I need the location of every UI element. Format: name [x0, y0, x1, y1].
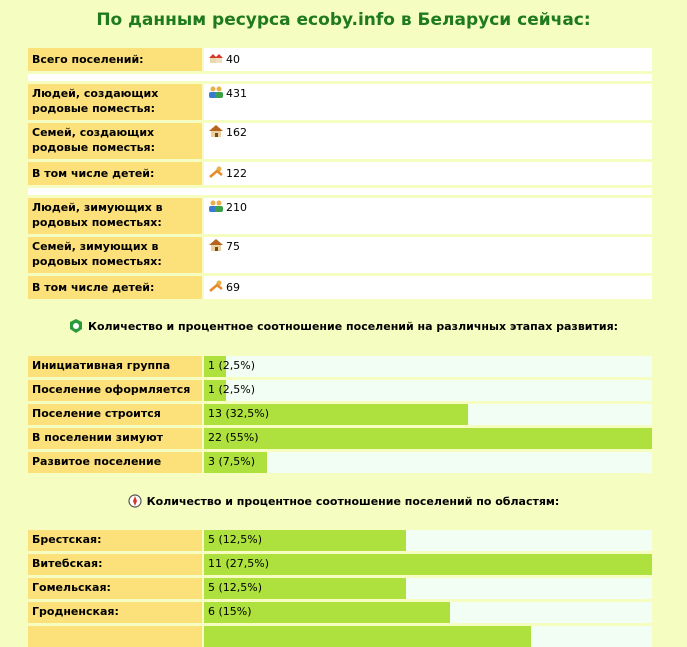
- stat-label: В том числе детей:: [28, 276, 202, 299]
- region-label: [28, 626, 202, 647]
- house-icon: [208, 125, 224, 137]
- compass-icon: [128, 494, 142, 508]
- stage-bar-value: 1 (2,5%): [208, 359, 256, 372]
- region-bar-value: 11 (27,5%): [208, 557, 270, 570]
- stage-bar-fill: [204, 428, 652, 449]
- stat-label: Всего поселений:: [28, 48, 202, 71]
- stage-bar-value: 3 (7,5%): [208, 455, 256, 468]
- people-icon: [208, 86, 224, 98]
- stage-label: Поселение оформляется: [28, 380, 202, 401]
- region-bar-value: 5 (12,5%): [208, 581, 263, 594]
- stage-bar-cell: [204, 356, 652, 377]
- people-icon: [208, 200, 224, 212]
- stat-value: 162: [226, 126, 247, 139]
- stat-label: Семей, зимующих в родовых поместьях:: [28, 237, 202, 273]
- stat-value: 40: [226, 53, 240, 66]
- house-icon: [208, 239, 224, 251]
- region-bar-fill: [204, 554, 652, 575]
- stage-label: В поселении зимуют: [28, 428, 202, 449]
- stages-heading-text: Количество и процентное соотношение поселений на различных этапах развития:: [87, 320, 619, 333]
- stat-label: Людей, зимующих в родовых поместьях:: [28, 198, 202, 234]
- region-bar-fill: [204, 626, 531, 647]
- regions-heading-text: Количество и процентное соотношение поселений по областям:: [146, 495, 560, 508]
- stat-value: 69: [226, 281, 240, 294]
- region-bar-value: 6 (15%): [208, 605, 252, 618]
- stage-label: Инициативная группа: [28, 356, 202, 377]
- stage-label: Развитое поселение: [28, 452, 202, 473]
- region-label: Гродненская:: [28, 602, 202, 623]
- region-bar-cell: [204, 530, 652, 551]
- stat-value-cell: [204, 48, 652, 71]
- stage-bar-cell: [204, 404, 652, 425]
- stat-label: Людей, создающих родовые поместья:: [28, 84, 202, 120]
- region-bar-cell: [204, 554, 652, 575]
- stat-value: 122: [226, 167, 247, 180]
- stat-label: Семей, создающих родовые поместья:: [28, 123, 202, 159]
- stat-value-cell: [204, 84, 652, 120]
- stages-heading: [0, 319, 687, 333]
- region-label: Гомельская:: [28, 578, 202, 599]
- green-badge-icon: [69, 319, 83, 333]
- page-title: По данным ресурса ecoby.info в Беларуси сейчас:: [96, 10, 591, 30]
- region-label: Витебская:: [28, 554, 202, 575]
- child-icon: [208, 280, 224, 292]
- stat-value-cell: [204, 276, 652, 299]
- stage-bar-value: 22 (55%): [208, 431, 259, 444]
- stage-bar-cell: [204, 452, 652, 473]
- stat-label: В том числе детей:: [28, 162, 202, 185]
- stat-value-cell: [204, 162, 652, 185]
- separator: [28, 74, 652, 81]
- stat-value-cell: [204, 237, 652, 273]
- stat-value: 431: [226, 87, 247, 100]
- region-bar-cell: [204, 602, 652, 623]
- child-icon: [208, 166, 224, 178]
- stage-bar-cell: [204, 380, 652, 401]
- stat-value: 210: [226, 201, 247, 214]
- stage-label: Поселение строится: [28, 404, 202, 425]
- stage-bar-value: 1 (2,5%): [208, 383, 256, 396]
- separator: [28, 188, 652, 195]
- stage-bar-cell: [204, 428, 652, 449]
- region-bar-cell: [204, 578, 652, 599]
- region-label: Брестская:: [28, 530, 202, 551]
- stage-bar-value: 13 (32,5%): [208, 407, 270, 420]
- region-bar-cell: [204, 626, 652, 647]
- regions-heading: [0, 494, 687, 508]
- region-bar-value: 5 (12,5%): [208, 533, 263, 546]
- stat-value-cell: [204, 123, 652, 159]
- stat-value: 75: [226, 240, 240, 253]
- stat-value-cell: [204, 198, 652, 234]
- houses-icon: [208, 52, 224, 64]
